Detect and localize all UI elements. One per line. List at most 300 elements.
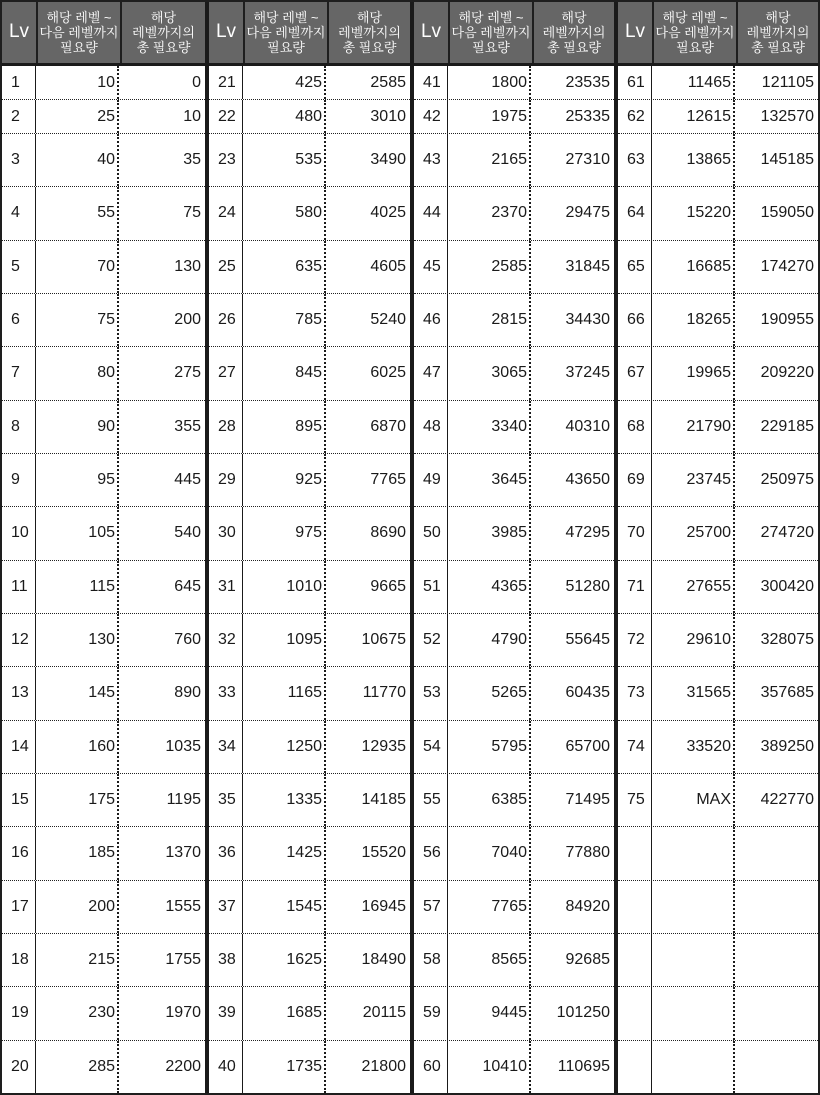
level-cell: 61 [618,66,652,99]
next-requirement-cell: 2815 [448,294,531,346]
level-cell: 71 [618,561,652,613]
table-row [2,934,205,987]
table-row [2,401,205,454]
next-requirement-cell: 21790 [652,401,735,453]
level-cell [618,881,652,933]
next-requirement-cell: 1800 [448,66,531,99]
header-next-level-requirement [654,2,736,63]
level-cell [618,827,652,879]
total-requirement-cell: 445 [174,471,201,489]
level-cell: 12 [2,614,36,666]
table-row [2,454,205,507]
level-cell: 32 [209,614,243,666]
table-row [2,774,205,827]
total-requirement-cell: 890 [174,684,201,702]
next-requirement-cell: 105 [36,507,119,559]
next-requirement-cell: 185 [36,827,119,879]
next-requirement-cell: 18265 [652,294,735,346]
level-cell: 37 [209,881,243,933]
level-cell: 35 [209,774,243,826]
level-cell: 26 [209,294,243,346]
next-requirement-cell: 200 [36,881,119,933]
total-requirement-cell: 84920 [565,897,610,915]
total-requirement-cell: 328075 [760,631,814,649]
level-cell [618,987,652,1039]
total-requirement-cell: 101250 [556,1004,610,1022]
table-row [414,561,614,614]
next-requirement-cell: 1095 [243,614,326,666]
level-cell: 68 [618,401,652,453]
level-cell: 29 [209,454,243,506]
level-cell: 23 [209,134,243,186]
total-requirement-cell: 145185 [760,151,814,169]
total-requirement-cell: 3490 [370,151,406,169]
level-cell: 45 [414,241,448,293]
level-cell: 15 [2,774,36,826]
total-requirement-cell: 130 [174,257,201,275]
total-requirement-cell: 10 [183,107,201,125]
table-row [209,241,410,294]
table-row [209,934,410,987]
table-body [414,66,614,1093]
level-group-3 [410,2,614,1093]
table-row [414,987,614,1040]
header-next-level-requirement [38,2,120,63]
table-row [209,401,410,454]
header-next-line2: 다음 레벨까지 [451,24,531,40]
level-cell [618,934,652,986]
header-total-line2: 레벨까지의 [338,24,401,40]
table-row [414,241,614,294]
next-requirement-cell: 7040 [448,827,531,879]
total-requirement-cell: 6025 [370,364,406,382]
total-requirement-cell: 92685 [565,951,610,969]
level-cell: 65 [618,241,652,293]
next-requirement-cell: 1625 [243,934,326,986]
header-next-line3: 필요량 [472,40,510,56]
next-requirement-cell: 1685 [243,987,326,1039]
header-total-requirement [738,2,818,63]
next-requirement-cell: 1975 [448,100,531,133]
total-requirement-cell: 20115 [362,1004,406,1022]
table-row [618,294,818,347]
table-row [209,347,410,400]
next-requirement-cell: 285 [36,1041,119,1093]
table-row [414,134,614,187]
next-requirement-cell: 80 [36,347,119,399]
next-requirement-cell: MAX [652,774,735,826]
table-row [618,667,818,720]
level-cell: 56 [414,827,448,879]
level-cell: 11 [2,561,36,613]
next-requirement-cell: 845 [243,347,326,399]
total-requirement-cell: 43650 [565,471,610,489]
next-requirement-cell: 480 [243,100,326,133]
level-cell: 3 [2,134,36,186]
header-next-line3: 필요량 [60,40,98,56]
total-requirement-cell: 77880 [565,844,610,862]
total-requirement-cell: 300420 [760,577,814,595]
next-requirement-cell: 10 [36,66,119,99]
header-next-line1: 해당 레벨 ~ [662,9,728,25]
table-row [209,1041,410,1093]
level-cell: 28 [209,401,243,453]
header-total-line1: 해당 [561,9,587,25]
total-requirement-cell: 1035 [165,737,201,755]
next-requirement-cell: 90 [36,401,119,453]
total-requirement-cell [735,934,818,986]
total-requirement-cell: 4025 [370,204,406,222]
header-total-line3: 총 필요량 [342,40,397,56]
next-requirement-cell: 2165 [448,134,531,186]
level-cell: 22 [209,100,243,133]
next-requirement-cell: 33520 [652,721,735,773]
next-requirement-cell: 230 [36,987,119,1039]
total-requirement-cell: 15520 [361,844,406,862]
next-requirement-cell [652,987,735,1039]
level-cell: 51 [414,561,448,613]
table-row [618,614,818,667]
next-requirement-cell: 23745 [652,454,735,506]
header-total-line1: 해당 [356,9,383,25]
header-level: Lv [2,2,36,63]
level-cell: 18 [2,934,36,986]
next-requirement-cell: 8565 [448,934,531,986]
level-cell: 49 [414,454,448,506]
header-total-requirement [534,2,614,63]
next-requirement-cell: 925 [243,454,326,506]
level-cell: 58 [414,934,448,986]
table-row [2,66,205,100]
header-next-level-requirement [450,2,532,63]
next-requirement-cell: 215 [36,934,119,986]
table-row [618,507,818,560]
next-requirement-cell: 16685 [652,241,735,293]
table-row [209,721,410,774]
level-cell: 25 [209,241,243,293]
header-total-line1: 해당 [150,9,177,25]
table-row [414,614,614,667]
next-requirement-cell: 19965 [652,347,735,399]
next-requirement-cell [652,1041,735,1093]
next-requirement-cell: 95 [36,454,119,506]
table-row [414,1041,614,1093]
table-row [2,881,205,934]
table-row [2,561,205,614]
table-body [2,66,205,1093]
next-requirement-cell: 425 [243,66,326,99]
next-requirement-cell: 4365 [448,561,531,613]
next-requirement-cell: 40 [36,134,119,186]
table-row [618,774,818,827]
table-row [2,987,205,1040]
header-next-line3: 필요량 [676,40,714,56]
table-row [414,187,614,240]
next-requirement-cell: 1010 [243,561,326,613]
next-requirement-cell: 3985 [448,507,531,559]
table-row [209,507,410,560]
next-requirement-cell [652,934,735,986]
table-row [2,721,205,774]
next-requirement-cell: 635 [243,241,326,293]
total-requirement-cell: 4605 [370,257,406,275]
level-cell: 60 [414,1041,448,1093]
total-requirement-cell: 40310 [565,417,610,435]
table-row [618,241,818,294]
level-cell: 70 [618,507,652,559]
table-row [209,561,410,614]
level-cell: 42 [414,100,448,133]
total-requirement-cell: 60435 [565,684,610,702]
total-requirement-cell: 14185 [361,791,406,809]
level-cell: 55 [414,774,448,826]
table-row [2,294,205,347]
level-group-4 [614,2,818,1093]
next-requirement-cell: 535 [243,134,326,186]
level-cell: 72 [618,614,652,666]
next-requirement-cell: 3340 [448,401,531,453]
next-requirement-cell: 25700 [652,507,735,559]
next-requirement-cell: 31565 [652,667,735,719]
table-row [2,507,205,560]
table-body [209,66,410,1093]
header-total-line2: 레벨까지의 [746,24,810,40]
next-requirement-cell: 7765 [448,881,531,933]
table-row [618,561,818,614]
header-total-line2: 레벨까지의 [132,24,195,40]
total-requirement-cell: 190955 [760,311,814,329]
table-row [209,454,410,507]
table-row [2,667,205,720]
total-requirement-cell: 174270 [760,257,814,275]
level-cell: 24 [209,187,243,239]
total-requirement-cell: 355 [174,417,201,435]
level-cell: 43 [414,134,448,186]
header-level: Lv [209,2,243,63]
level-cell: 52 [414,614,448,666]
next-requirement-cell: 75 [36,294,119,346]
next-requirement-cell: 1545 [243,881,326,933]
table-row [2,100,205,134]
next-requirement-cell: 5265 [448,667,531,719]
next-requirement-cell: 160 [36,721,119,773]
header-total-requirement [122,2,205,63]
table-row [618,987,818,1040]
total-requirement-cell: 71495 [565,791,610,809]
level-cell: 20 [2,1041,36,1093]
table-row [2,1041,205,1093]
next-requirement-cell: 11465 [652,66,735,99]
table-header [618,2,818,66]
next-requirement-cell: 3645 [448,454,531,506]
table-header [2,2,205,66]
table-row [618,100,818,134]
level-cell: 66 [618,294,652,346]
level-cell: 54 [414,721,448,773]
level-cell: 38 [209,934,243,986]
next-requirement-cell: 12615 [652,100,735,133]
level-cell: 73 [618,667,652,719]
next-requirement-cell: 975 [243,507,326,559]
total-requirement-cell: 65700 [565,737,610,755]
level-cell: 2 [2,100,36,133]
level-cell: 53 [414,667,448,719]
total-requirement-cell: 7765 [370,471,406,489]
level-cell: 75 [618,774,652,826]
next-requirement-cell: 785 [243,294,326,346]
level-cell: 59 [414,987,448,1039]
table-row [618,66,818,100]
table-row [2,827,205,880]
next-requirement-cell: 25 [36,100,119,133]
total-requirement-cell: 645 [174,577,201,595]
table-row [209,614,410,667]
next-requirement-cell: 580 [243,187,326,239]
level-cell: 57 [414,881,448,933]
header-total-line1: 해당 [765,9,791,25]
next-requirement-cell: 145 [36,667,119,719]
level-cell: 48 [414,401,448,453]
level-cell: 46 [414,294,448,346]
total-requirement-cell: 9665 [370,577,406,595]
total-requirement-cell [735,827,818,879]
table-row [414,774,614,827]
level-cell: 33 [209,667,243,719]
table-row [414,454,614,507]
total-requirement-cell: 35 [183,151,201,169]
total-requirement-cell: 16945 [361,897,406,915]
total-requirement-cell: 209220 [760,364,814,382]
total-requirement-cell: 29475 [565,204,610,222]
table-row [209,66,410,100]
total-requirement-cell: 250975 [760,471,814,489]
level-cell: 39 [209,987,243,1039]
table-row [414,66,614,100]
table-row [2,347,205,400]
header-next-line3: 필요량 [267,40,305,56]
total-requirement-cell: 25335 [565,107,610,125]
total-requirement-cell: 51280 [565,577,610,595]
next-requirement-cell: 130 [36,614,119,666]
header-total-line3: 총 필요량 [751,40,805,56]
total-requirement-cell: 23535 [565,73,610,91]
total-requirement-cell: 12935 [361,737,406,755]
total-requirement-cell: 21800 [361,1057,406,1075]
table-row [414,100,614,134]
table-row [2,614,205,667]
next-requirement-cell: 5795 [448,721,531,773]
next-requirement-cell: 2370 [448,187,531,239]
level-cell: 6 [2,294,36,346]
total-requirement-cell: 11770 [362,684,406,702]
header-next-line1: 해당 레벨 ~ [458,9,524,25]
level-cell: 74 [618,721,652,773]
level-cell: 47 [414,347,448,399]
table-row [209,667,410,720]
level-cell: 19 [2,987,36,1039]
table-row [414,667,614,720]
next-requirement-cell: 4790 [448,614,531,666]
total-requirement-cell: 1195 [166,791,201,809]
header-next-line1: 해당 레벨 ~ [46,9,112,25]
total-requirement-cell: 121105 [761,73,814,91]
total-requirement-cell [735,1041,818,1093]
header-next-line1: 해당 레벨 ~ [253,9,319,25]
table-row [414,881,614,934]
total-requirement-cell: 0 [192,73,201,91]
next-requirement-cell [652,827,735,879]
total-requirement-cell [735,987,818,1039]
total-requirement-cell: 37245 [565,364,610,382]
level-group-2 [205,2,410,1093]
total-requirement-cell: 75 [183,204,201,222]
next-requirement-cell: 13865 [652,134,735,186]
table-row [414,347,614,400]
table-header [414,2,614,66]
total-requirement-cell: 1555 [165,897,201,915]
table-row [618,934,818,987]
total-requirement-cell: 1755 [165,951,201,969]
table-row [2,241,205,294]
header-total-line3: 총 필요량 [547,40,601,56]
table-row [414,507,614,560]
total-requirement-cell: 6870 [370,417,406,435]
level-cell: 30 [209,507,243,559]
total-requirement-cell: 229185 [760,417,814,435]
level-cell: 41 [414,66,448,99]
next-requirement-cell [652,881,735,933]
level-cell: 1 [2,66,36,99]
table-row [618,134,818,187]
next-requirement-cell: 9445 [448,987,531,1039]
next-requirement-cell: 15220 [652,187,735,239]
table-row [414,401,614,454]
total-requirement-cell: 2585 [370,73,406,91]
header-total-requirement [329,2,410,63]
table-row [414,934,614,987]
table-row [209,134,410,187]
level-cell: 4 [2,187,36,239]
total-requirement-cell: 2200 [165,1057,201,1075]
total-requirement-cell: 274720 [760,524,814,542]
next-requirement-cell: 6385 [448,774,531,826]
level-cell: 44 [414,187,448,239]
total-requirement-cell: 200 [174,311,201,329]
next-requirement-cell: 29610 [652,614,735,666]
level-cell: 8 [2,401,36,453]
header-total-line2: 레벨까지의 [542,24,606,40]
total-requirement-cell: 55645 [565,631,610,649]
header-next-line2: 다음 레벨까지 [39,24,119,40]
next-requirement-cell: 1735 [243,1041,326,1093]
total-requirement-cell: 27310 [565,151,610,169]
next-requirement-cell: 55 [36,187,119,239]
header-next-line2: 다음 레벨까지 [655,24,735,40]
header-total-line3: 총 필요량 [136,40,191,56]
table-row [618,401,818,454]
table-row [209,774,410,827]
table-row [209,987,410,1040]
total-requirement-cell: 760 [174,631,201,649]
level-cell: 31 [209,561,243,613]
total-requirement-cell: 34430 [565,311,610,329]
level-cell: 64 [618,187,652,239]
level-cell: 62 [618,100,652,133]
next-requirement-cell: 2585 [448,241,531,293]
next-requirement-cell: 10410 [448,1041,531,1093]
total-requirement-cell: 540 [174,524,201,542]
total-requirement-cell: 1370 [165,844,201,862]
